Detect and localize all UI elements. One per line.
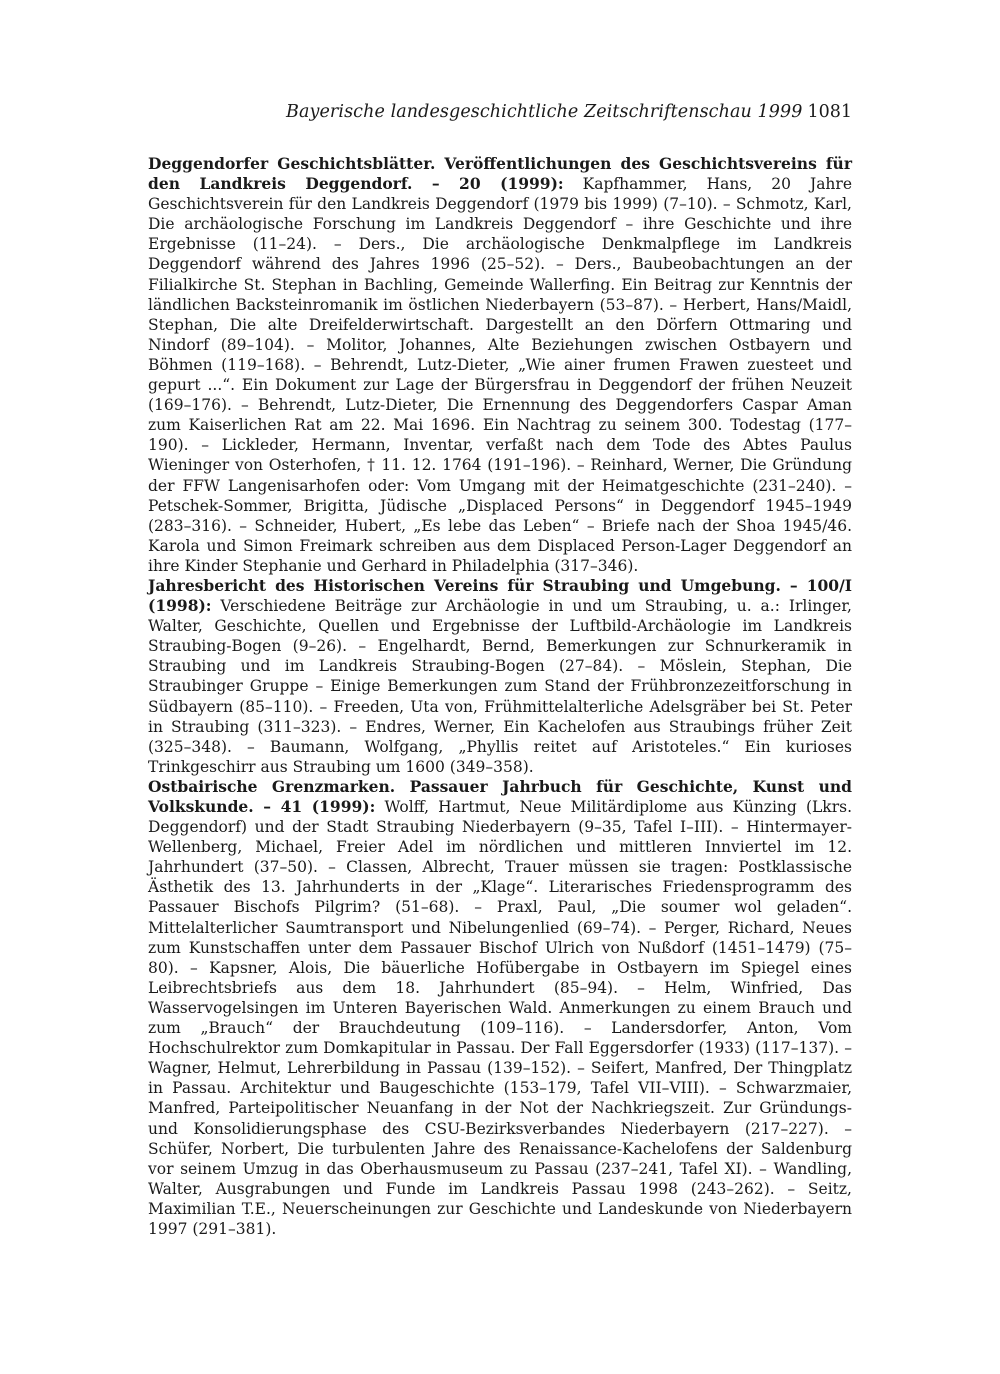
- entry-heading: Jahresbericht des Historischen Vereins für Straubing und Umgebung. – 100/I (1998):: [148, 575, 852, 616]
- running-title: Bayerische landesgeschichtliche Zeitschriftenschau 1999: [286, 102, 803, 122]
- entry-ostbairische-grenzmarken: [148, 777, 852, 1239]
- page-number: 1081: [807, 102, 852, 122]
- entry-heading: Deggendorfer Geschichtsblätter. Veröffentlichungen des Geschichtsvereins für den Landkreis Deggendorf. – 20 (1999):: [148, 154, 852, 194]
- entry-deggendorfer-geschichtsblaetter: [148, 154, 852, 576]
- bibliography-body: [148, 154, 852, 1239]
- entry-text: Verschiedene Beiträge zur Archäologie in und um Straubing, u. a.: Irlinger, Walter, Geschichte, Quellen und Ergebnisse der Luftbild-Archäologie im Landkreis Straubing-Bogen (9–26). – Engelhardt, Bernd, Bemerkungen zur Schnurkeramik in Straubing und im Landkreis Straubing-Bogen (27–84). – Möslein, Stephan, Die Straubinger Gruppe – Einige Bemerkungen zum Stand der Frühbronzezeitforschung in Südbayern (85–110). – Freeden, Uta von, Frühmittelalterliche Adelsgräber bei St. Peter in Straubing (311–323). – Endres, Werner, Ein Kachelofen aus Straubings früher Zeit (325–348). – Baumann, Wolfgang, „Phyllis reitet auf Aristoteles.“ Ein kurioses Trinkgeschirr aus Straubing um 1600 (349–358).: [148, 597, 852, 776]
- entry-text: Wolff, Hartmut, Neue Militärdiplome aus Künzing (Lkrs. Deggendorf) und der Stadt Straubing Niederbayern (9–35, Tafel I–III). – Hintermayer-Wellenberg, Michael, Freier Adel im nördlichen und mittleren Innviertel im 12. Jahrhundert (37–50). – Classen, Albrecht, Trauer müssen sie tragen: Postklassische Ästhetik des 13. Jahrhunderts in der „Klage“. Literarisches Friedensprogramm des Passauer Bischofs Pilgrim? (51–68). – Praxl, Paul, „Die soumer wol geladen“. Mittelalterlicher Saumtransport und Nibelungenlied (69–74). – Perger, Richard, Neues zum Kunstschaffen unter dem Passauer Bischof Ulrich von Nußdorf (1451–1479) (75–80). – Kapsner, Alois, Die bäuerliche Hofübergabe in Ostbayern im Spiegel eines Leibrechtsbriefs aus dem 18. Jahrhundert (85–94). – Helm, Winfried, Das Wasservogelsingen im Unteren Bayerischen Wald. Anmerkungen zu einem Brauch und zum „Brauch“ der Brauchdeutung (109–116). – Landersdorfer, Anton, Vom Hochschulrektor zum Domkapitular in Passau. Der Fall Eggersdorfer (1933) (117–137). – Wagner, Helmut, Lehrerbildung in Passau (139–152). – Seifert, Manfred, Der Thingplatz in Passau. Architektur und Baugeschichte (153–179, Tafel VII–VIII). – Schwarzmaier, Manfred, Parteipolitischer Neuanfang in der Not der Nachkriegszeit. Zur Gründungs- und Konsolidierungsphase des CSU-Bezirksverbandes Niederbayern (217–227). – Schüfer, Norbert, Die turbulenten Jahre des Renaissance-Kachelofens der Saldenburg vor seinem Umzug in das Oberhausmuseum zu Passau (237–241, Tafel XI). – Wandling, Walter, Ausgrabungen und Funde im Landkreis Passau 1998 (243–262). – Seitz, Maximilian T.E., Neuerscheinungen zur Geschichte und Landeskunde von Niederbayern 1997 (291–381).: [148, 798, 852, 1238]
- entry-heading: Ostbairische Grenzmarken. Passauer Jahrbuch für Geschichte, Kunst und Volkskunde. – 41 (1999):: [148, 776, 852, 816]
- entry-text: Kapfhammer, Hans, 20 Jahre Geschichtsverein für den Landkreis Deggendorf (1979 bis 1999) (7–10). – Schmotz, Karl, Die archäologische Forschung im Landkreis Deggendorf – ihre Geschichte und ihre Ergebnisse (11–24). – Ders., Die archäologische Denkmalpflege im Landkreis Deggendorf während des Jahres 1996 (25–52). – Ders., Baubeobachtungen an der Filialkirche St. Stephan in Bachling, Gemeinde Wallerfing. Ein Beitrag zur Kenntnis der ländlichen Backsteinromanik im östlichen Niederbayern (53–87). – Herbert, Hans/Maidl, Stephan, Die alte Dreifelderwirtschaft. Dargestellt an den Dörfern Ottmaring und Nindorf (89–104). – Molitor, Johannes, Alte Beziehungen zwischen Ostbayern und Böhmen (119–168). – Behrendt, Lutz-Dieter, „Wie ainer frumen Frawen zuesteet und gepurt ...“. Ein Dokument zur Lage der Bürgersfrau in Deggendorf der frühen Neuzeit (169–176). – Behrendt, Lutz-Dieter, Die Ernennung des Deggendorfers Caspar Aman zum Kaiserlichen Rat am 22. Mai 1696. Ein Nachtrag zu seinem 300. Todestag (177–190). – Lickleder, Hermann, Inventar, verfaßt nach dem Tode des Abtes Paulus Wieninger von Osterhofen, † 11. 12. 1764 (191–196). – Reinhard, Werner, Die Gründung der FFW Langenisarhofen oder: Vom Umgang mit der Heimatgeschichte (231–240). – Petschek-Sommer, Brigitta, Jüdische „Displaced Persons“ in Deggendorf 1945–1949 (283–316). – Schneider, Hubert, „Es lebe das Leben“ – Briefe nach der Shoa 1945/46. Karola und Simon Freimark schreiben aus dem Displaced Person-Lager Deggendorf an ihre Kinder Stephanie und Gerhard in Philadelphia (317–346).: [148, 175, 852, 575]
- entry-jahresbericht-straubing: [148, 576, 852, 777]
- running-header: [286, 102, 852, 128]
